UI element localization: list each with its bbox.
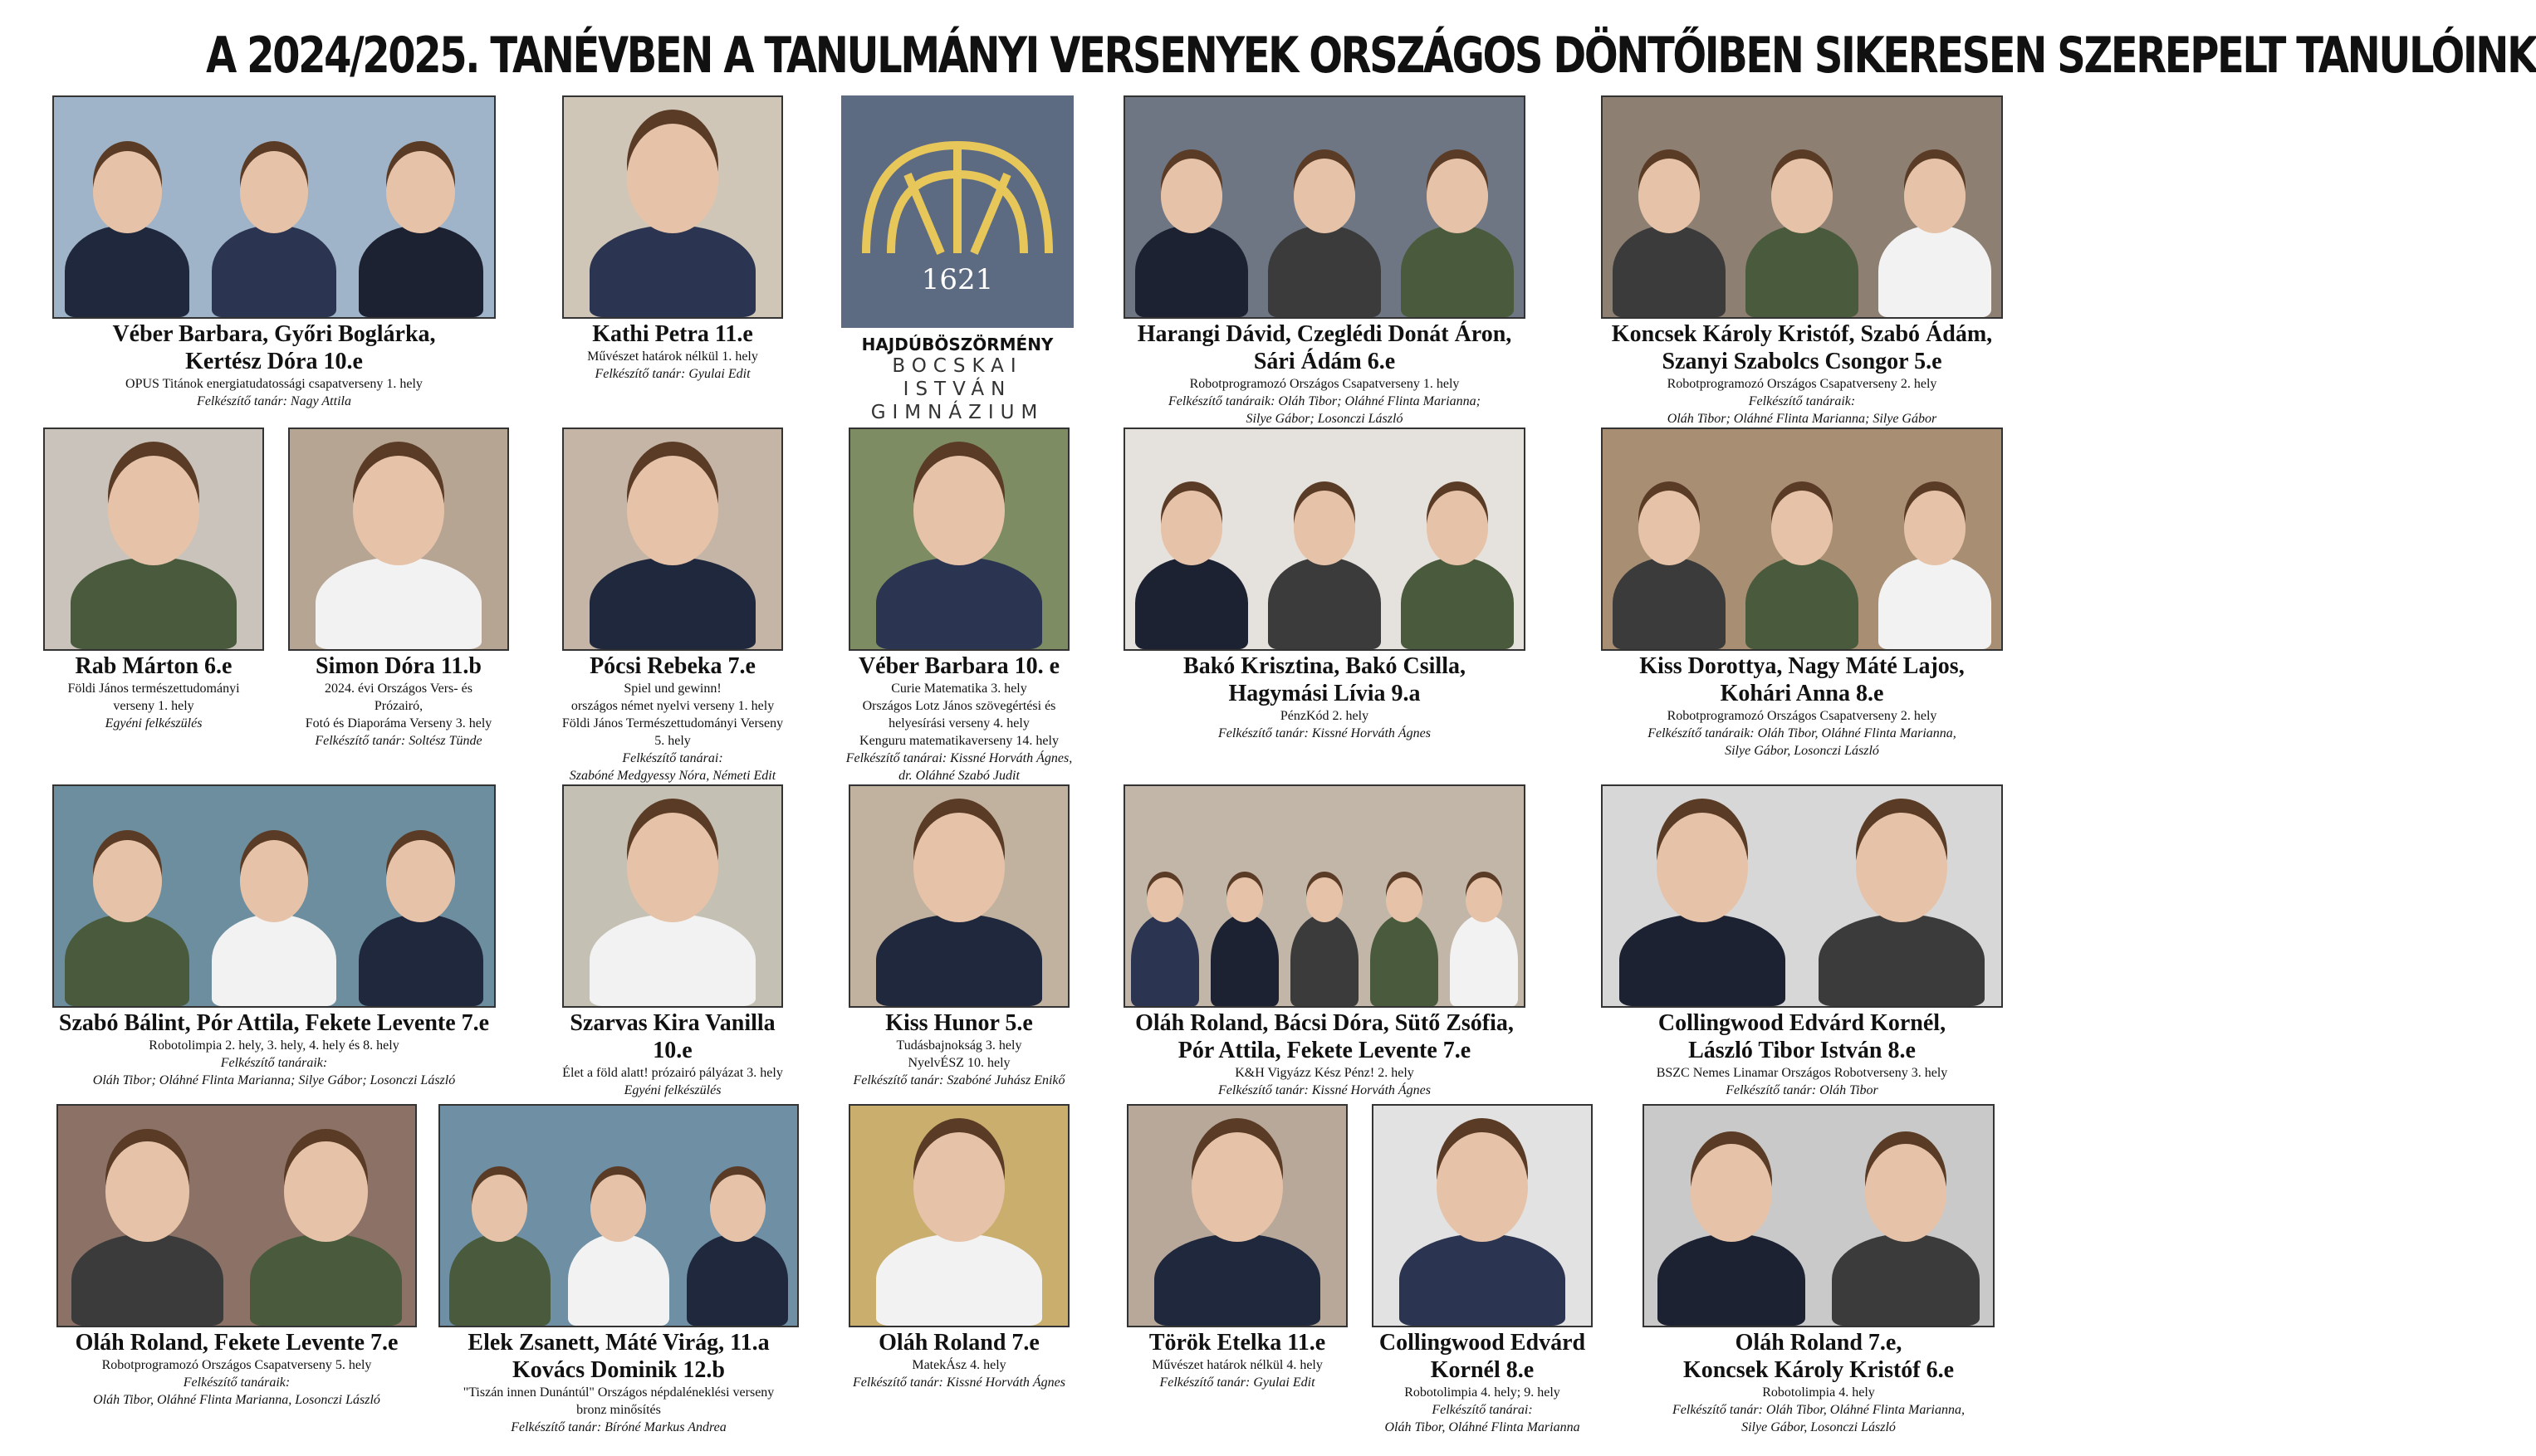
student-names: Véber Barbara, Győri Boglárka, (112, 321, 436, 347)
competition-result: 2024. évi Országos Vers- és (325, 682, 472, 696)
student-photo (56, 1104, 417, 1327)
student-names: Véber Barbara 10. e (858, 653, 1060, 679)
person-head (93, 151, 162, 233)
student-photo (562, 95, 783, 319)
logo-school-line: ISTVÁN (903, 379, 1012, 400)
competition-result: Robotprogramozó Országos Csapatverseny 2. hely (1667, 377, 1937, 391)
competition-result: Művészet határok nélkül 4. hely (1152, 1358, 1323, 1372)
person-head (1691, 1144, 1772, 1242)
student-names: Simon Dóra 11.b (316, 653, 482, 679)
student-names: Kathi Petra 11.e (592, 321, 753, 347)
person-silhouette (1450, 914, 1518, 1006)
person-head (913, 813, 1005, 922)
student-names: Kovács Dominik 12.b (512, 1357, 725, 1383)
person-silhouette (71, 557, 237, 649)
person-silhouette (250, 1234, 402, 1326)
person-silhouette (876, 1234, 1042, 1326)
student-names: Koncsek Károly Kristóf, Szabó Ádám, (1611, 321, 1993, 347)
person-head (1466, 877, 1503, 922)
person-head (240, 151, 309, 233)
person-head (1147, 877, 1184, 922)
teacher-credit: Silye Gábor, Losonczi László (1741, 1420, 1896, 1434)
person-head (1437, 1132, 1528, 1242)
teacher-credit: Felkészítő tanár: Soltész Tünde (315, 734, 482, 748)
competition-result: PénzKód 2. hely (1280, 709, 1369, 723)
person-silhouette (590, 557, 756, 649)
teacher-credit: Felkészítő tanáraik: (183, 1375, 291, 1390)
competition-result: K&H Vigyázz Kész Pénz! 2. hely (1235, 1066, 1414, 1080)
person-silhouette (65, 914, 189, 1006)
person-silhouette (1135, 557, 1248, 649)
competition-result: Spiel und gewinn! (624, 682, 722, 696)
student-photo (562, 784, 783, 1008)
teacher-credit: Felkészítő tanáraik: (1748, 394, 1856, 408)
teacher-credit: Egyéni felkészülés (624, 1083, 722, 1097)
person-head (1427, 159, 1489, 233)
student-names: Pócsi Rebeka 7.e (590, 653, 756, 679)
student-photo (1124, 95, 1525, 319)
person-silhouette (1268, 557, 1381, 649)
student-names: Collingwood Edvárd (1378, 1330, 1586, 1356)
competition-result: NyelvÉSZ 10. hely (908, 1056, 1011, 1070)
person-head (1161, 159, 1223, 233)
person-silhouette (687, 1234, 788, 1326)
teacher-credit: Felkészítő tanár: Kissné Horváth Ágnes (853, 1375, 1065, 1390)
student-card (822, 784, 1096, 1089)
competition-result: helyesírási verseny 4. hely (889, 716, 1030, 730)
person-silhouette (1619, 914, 1785, 1006)
student-card (33, 1104, 440, 1409)
student-photo (849, 428, 1070, 651)
competition-result: Robotolimpia 4. hely; 9. hely (1404, 1385, 1560, 1400)
student-photo (1372, 1104, 1593, 1327)
student-photo (849, 784, 1070, 1008)
person-head (590, 1175, 646, 1241)
student-names: Pór Attila, Fekete Levente 7.e (1177, 1038, 1471, 1063)
student-photo (1127, 1104, 1348, 1327)
student-card (548, 95, 797, 383)
student-names: Elek Zsanett, Máté Virág, 11.a (468, 1330, 770, 1356)
person-head (1638, 159, 1701, 233)
student-names: Kornél 8.e (1430, 1357, 1535, 1383)
competition-result: bronz minősítés (576, 1403, 661, 1417)
student-names: Oláh Roland 7.e (879, 1330, 1040, 1356)
student-photo (43, 428, 264, 651)
person-head (627, 813, 718, 922)
person-head (1192, 1132, 1283, 1242)
person-head (1856, 813, 1947, 922)
person-silhouette (1819, 914, 1985, 1006)
teacher-credit: Egyéni felkészülés (105, 716, 203, 730)
competition-result: BSZC Nemes Linamar Országos Robotverseny 3. hely (1656, 1066, 1948, 1080)
person-silhouette (316, 557, 482, 649)
teacher-credit: Felkészítő tanár: Kissné Horváth Ágnes (1218, 1083, 1431, 1097)
person-silhouette (1613, 225, 1726, 317)
teacher-credit: Silye Gábor; Losonczi László (1246, 412, 1403, 426)
student-photo (288, 428, 509, 651)
person-silhouette (1370, 914, 1438, 1006)
student-names: Oláh Roland, Bácsi Dóra, Sütő Zsófia, (1135, 1010, 1514, 1036)
teacher-credit: Oláh Tibor, Oláhné Flinta Marianna, Losonczi László (93, 1393, 380, 1407)
student-photo (1124, 428, 1525, 651)
person-head (1427, 491, 1489, 565)
person-head (1638, 491, 1701, 565)
person-silhouette (1401, 557, 1514, 649)
student-photo (52, 95, 496, 319)
teacher-credit: Felkészítő tanárai: Kissné Horváth Ágnes, (845, 751, 1073, 765)
person-silhouette (212, 225, 336, 317)
person-silhouette (1745, 225, 1858, 317)
person-head (386, 840, 455, 922)
person-head (1865, 1144, 1946, 1242)
person-head (472, 1175, 527, 1241)
page-title: A 2024/2025. TANÉVBEN A TANULMÁNYI VERSENYEK ORSZÁGOS DÖNTŐIBEN SIKERESEN SZEREPELT TANULÓINK (206, 27, 2536, 85)
student-names: Szanyi Szabolcs Csongor 5.e (1662, 349, 1942, 374)
competition-result: "Tiszán innen Dunántúl" Országos népdaléneklési verseny (463, 1385, 775, 1400)
competition-result: Földi János természettudományi (67, 682, 240, 696)
person-silhouette (449, 1234, 551, 1326)
competition-result: Művészet határok nélkül 1. hely (587, 349, 758, 364)
student-card (1586, 428, 2018, 760)
person-silhouette (359, 914, 483, 1006)
competition-result: verseny 1. hely (113, 699, 194, 713)
person-head (1294, 491, 1356, 565)
student-names: Szarvas Kira Vanilla 10.e (570, 1010, 776, 1063)
competition-result: Országos Lotz János szövegértési és (862, 699, 1056, 713)
student-photo (562, 428, 783, 651)
student-names: Sári Ádám 6.e (1253, 349, 1396, 374)
logo-town: HAJDÚBÖSZÖRMÉNY (861, 335, 1054, 354)
teacher-credit: Felkészítő tanár: Oláh Tibor, Oláhné Flinta Marianna, (1672, 1403, 1965, 1417)
person-head (1226, 877, 1264, 922)
person-head (1904, 491, 1966, 565)
teacher-credit: Felkészítő tanár: Gyulai Edit (1159, 1375, 1315, 1390)
student-card (33, 428, 274, 732)
student-card (33, 784, 515, 1089)
person-silhouette (71, 1234, 223, 1326)
student-names: Hagymási Lívia 9.a (1228, 681, 1421, 706)
competition-result: Robotolimpia 2. hely, 3. hely, 4. hely és 8. hely (149, 1038, 399, 1053)
student-card (1362, 1104, 1603, 1436)
student-names: Kertész Dóra 10.e (185, 349, 363, 374)
competition-result: Tudásbajnokság 3. hely (896, 1038, 1022, 1053)
person-head (913, 1132, 1005, 1242)
teacher-credit: Felkészítő tanárai: (622, 751, 723, 765)
competition-result: Élet a föld alatt! prózairó pályázat 3. hely (562, 1066, 783, 1080)
teacher-credit: Szabóné Medgyessy Nóra, Németi Edit (569, 769, 776, 783)
teacher-credit: Felkészítő tanár: Gyulai Edit (595, 367, 751, 381)
student-photo (438, 1104, 799, 1327)
person-silhouette (1401, 225, 1514, 317)
competition-result: Robotprogramozó Országos Csapatverseny 1. hely (1189, 377, 1460, 391)
competition-result: Fotó és Diaporáma Verseny 3. hely (305, 716, 492, 730)
teacher-credit: Felkészítő tanáraik: Oláh Tibor; Oláhné Flinta Marianna; (1168, 394, 1481, 408)
student-photo (52, 784, 496, 1008)
person-silhouette (1154, 1234, 1320, 1326)
person-silhouette (65, 225, 189, 317)
person-silhouette (1657, 1234, 1806, 1326)
person-head (627, 456, 718, 565)
person-head (353, 456, 444, 565)
student-card (822, 428, 1096, 784)
student-card (1121, 784, 1528, 1099)
person-silhouette (1745, 557, 1858, 649)
student-card (1586, 784, 2018, 1099)
person-head (627, 124, 718, 233)
teacher-credit: Felkészítő tanáraik: (220, 1056, 328, 1070)
teacher-credit: Felkészítő tanár: Oláh Tibor (1726, 1083, 1878, 1097)
competition-result: Földi János Természettudományi Verseny (561, 716, 784, 730)
person-silhouette (1290, 914, 1359, 1006)
student-card (50, 95, 498, 410)
person-silhouette (568, 1234, 669, 1326)
person-head (1294, 159, 1356, 233)
person-silhouette (1211, 914, 1279, 1006)
student-photo (849, 1104, 1070, 1327)
student-photo (1601, 784, 2003, 1008)
person-head (386, 151, 455, 233)
person-silhouette (590, 914, 756, 1006)
student-names: Collingwood Edvárd Kornél, (1657, 1010, 1946, 1036)
person-head (93, 840, 162, 922)
competition-result: Curie Matematika 3. hely (891, 682, 1027, 696)
person-head (710, 1175, 766, 1241)
person-silhouette (590, 225, 756, 317)
person-head (1904, 159, 1966, 233)
person-head (1386, 877, 1423, 922)
student-names: Oláh Roland 7.e, (1735, 1330, 1902, 1356)
student-photo (1601, 95, 2003, 319)
teacher-credit: Oláh Tibor; Oláhné Flinta Marianna; Silye Gábor (1667, 412, 1937, 426)
person-head (913, 456, 1005, 565)
person-head (1306, 877, 1344, 922)
competition-result: Robotolimpia 4. hely (1762, 1385, 1875, 1400)
student-card (1121, 428, 1528, 742)
person-silhouette (359, 225, 483, 317)
teacher-credit: Felkészítő tanár: Nagy Attila (197, 394, 351, 408)
student-card (1619, 1104, 2018, 1436)
student-names: Kiss Dorottya, Nagy Máté Lajos, (1639, 653, 1965, 679)
person-head (1771, 491, 1833, 565)
student-card (830, 1104, 1088, 1391)
logo-school-line: GIMNÁZIUM (870, 402, 1045, 423)
teacher-credit: Felkészítő tanár: Kissné Horváth Ágnes (1218, 726, 1431, 740)
teacher-credit: Oláh Tibor, Oláhné Flinta Marianna (1384, 1420, 1580, 1434)
person-silhouette (876, 557, 1042, 649)
person-silhouette (1131, 914, 1199, 1006)
person-silhouette (1832, 1234, 1980, 1326)
logo-year: 1621 (921, 263, 994, 296)
student-names: Oláh Roland, Fekete Levente 7.e (75, 1330, 399, 1356)
competition-result: Robotprogramozó Országos Csapatverseny 5. hely (101, 1358, 372, 1372)
person-head (1771, 159, 1833, 233)
logo-school-line: BOCSKAI (892, 355, 1023, 377)
competition-result: országos német nyelvi verseny 1. hely (570, 699, 775, 713)
person-silhouette (1613, 557, 1726, 649)
competition-result: Robotprogramozó Országos Csapatverseny 2. hely (1667, 709, 1937, 723)
competition-result: MatekÁsz 4. hely (912, 1358, 1006, 1372)
person-silhouette (876, 914, 1042, 1006)
person-silhouette (1878, 557, 1991, 649)
student-card (1586, 95, 2018, 428)
teacher-credit: dr. Oláhné Szabó Judit (898, 769, 1020, 783)
teacher-credit: Felkészítő tanárai: (1432, 1403, 1533, 1417)
student-card (1113, 1104, 1362, 1391)
student-names: Kohári Anna 8.e (1720, 681, 1884, 706)
person-head (284, 1141, 368, 1242)
person-silhouette (1878, 225, 1991, 317)
student-names: Szabó Bálint, Pór Attila, Fekete Levente 7.e (58, 1010, 490, 1036)
person-head (105, 1141, 189, 1242)
teacher-credit: Oláh Tibor; Oláhné Flinta Marianna; Silye Gábor; Losonczi László (92, 1073, 456, 1087)
student-photo (1124, 784, 1525, 1008)
competition-result: Kenguru matematikaverseny 14. hely (859, 734, 1059, 748)
student-names: Rab Márton 6.e (75, 653, 233, 679)
person-silhouette (1135, 225, 1248, 317)
person-silhouette (212, 914, 336, 1006)
student-names: Kiss Hunor 5.e (885, 1010, 1033, 1036)
teacher-credit: Felkészítő tanár: Bíróné Markus Andrea (511, 1420, 727, 1434)
student-card (548, 784, 797, 1099)
person-head (1657, 813, 1748, 922)
teacher-credit: Felkészítő tanár: Szabóné Juhász Enikő (853, 1073, 1065, 1087)
student-card (1121, 95, 1528, 428)
student-names: Bakó Krisztina, Bakó Csilla, (1183, 653, 1466, 679)
person-head (1161, 491, 1223, 565)
teacher-credit: Felkészítő tanáraik: Oláh Tibor, Oláhné Flinta Marianna, (1647, 726, 1956, 740)
student-card (536, 428, 810, 784)
student-photo (1601, 428, 2003, 651)
person-silhouette (1268, 225, 1381, 317)
competition-result: OPUS Titánok energiatudatossági csapatverseny 1. hely (125, 377, 423, 391)
person-silhouette (1399, 1234, 1565, 1326)
student-names: Koncsek Károly Kristóf 6.e (1682, 1357, 1955, 1383)
competition-result: Prózairó, (374, 699, 423, 713)
student-names: Harangi Dávid, Czeglédi Donát Áron, (1137, 321, 1512, 347)
competition-result: 5. hely (654, 734, 691, 748)
student-names: Török Etelka 11.e (1148, 1330, 1326, 1356)
teacher-credit: Silye Gábor, Losonczi László (1725, 744, 1879, 758)
student-photo (1643, 1104, 1995, 1327)
student-card (428, 1104, 810, 1436)
student-names: László Tibor István 8.e (1688, 1038, 1916, 1063)
person-head (240, 840, 309, 922)
school-logo (825, 95, 1090, 423)
student-card (274, 428, 523, 750)
person-head (108, 456, 199, 565)
school-emblem (841, 95, 1074, 328)
